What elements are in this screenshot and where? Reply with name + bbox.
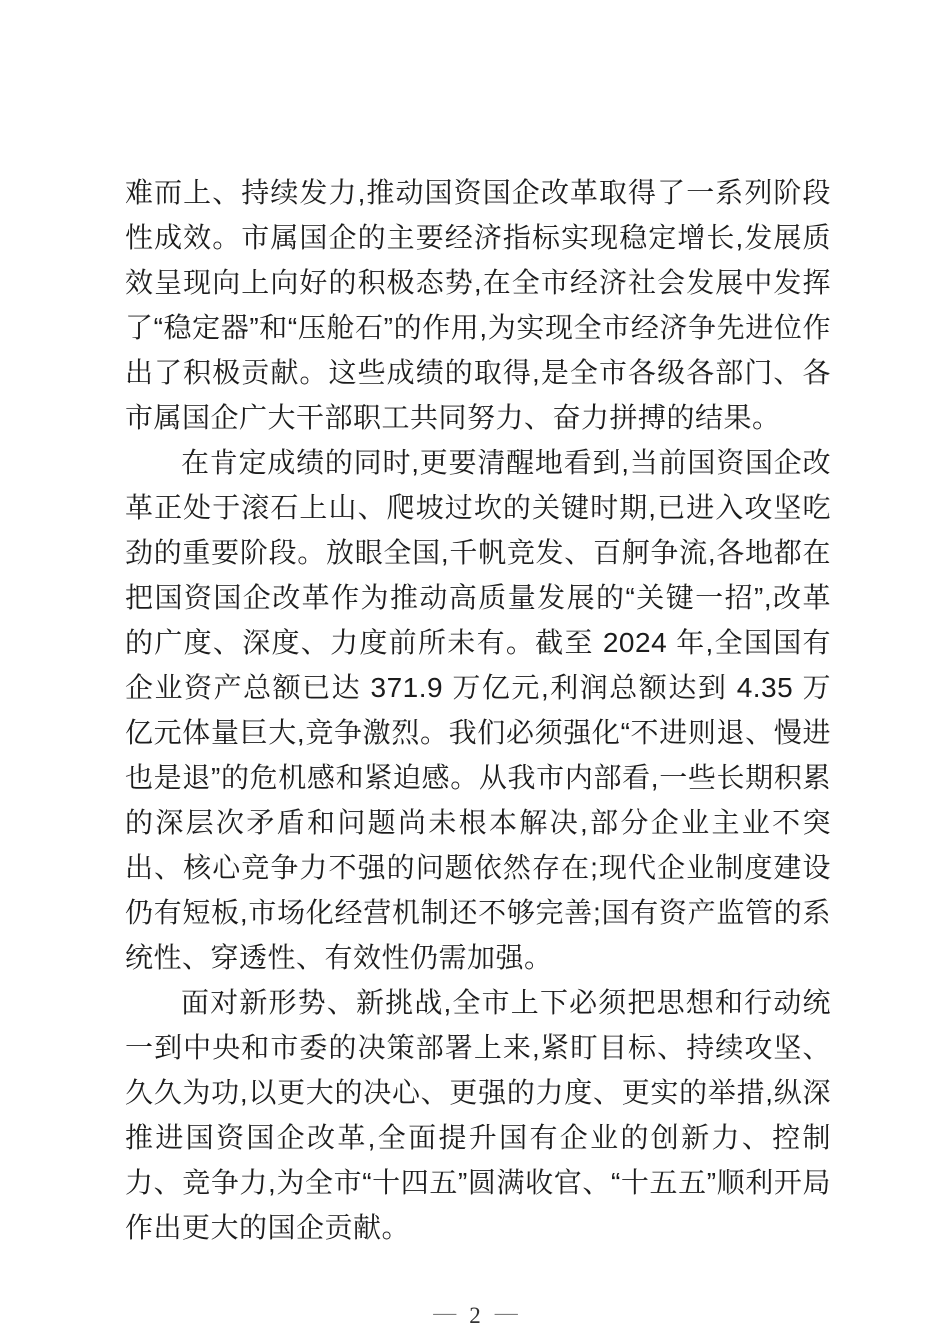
footer-dash-left: — xyxy=(433,1300,456,1325)
page-footer xyxy=(0,1300,950,1329)
page-number: 2 xyxy=(469,1303,481,1328)
document-body xyxy=(125,170,831,1250)
paragraph-3: 面对新形势、新挑战,全市上下必须把思想和行动统一到中央和市委的决策部署上来,紧盯目标、持续攻坚、久久为功,以更大的决心、更强的力度、更实的举措,纵深推进国资国企改革,全面提升国有企业的创新力、控制力、竞争力,为全市“十四五”圆满收官、“十五五”顺利开局作出更大的国企贡献。 xyxy=(125,987,831,1243)
paragraph-2: 在肯定成绩的同时,更要清醒地看到,当前国资国企改革正处于滚石上山、爬坡过坎的关键时期,已进入攻坚吃劲的重要阶段。放眼全国,千帆竞发、百舸争流,各地都在把国资国企改革作为推动高质量发展的“关键一招”,改革的广度、深度、力度前所未有。截至 2024 年,全国国有企业资产总额已达 371.9 万亿元,利润总额达到 4.35 万亿元体量巨大,竞争激烈。我们必须强化“不进则退、慢进也是退”的危机感和紧迫感。从我市内部看,一些长期积累的深层次矛盾和问题尚未根本解决,部分企业主业不突出、核心竞争力不强的问题依然存在;现代企业制度建设仍有短板,市场化经营机制还不够完善;国有资产监管的系统性、穿透性、有效性仍需加强。 xyxy=(125,447,831,973)
paragraph-1: 难而上、持续发力,推动国资国企改革取得了一系列阶段性成效。市属国企的主要经济指标实现稳定增长,发展质效呈现向上向好的积极态势,在全市经济社会发展中发挥了“稳定器”和“压舱石”的作用,为实现全市经济争先进位作出了积极贡献。这些成绩的取得,是全市各级各部门、各市属国企广大干部职工共同努力、奋力拼搏的结果。 xyxy=(125,177,831,433)
footer-dash-right: — xyxy=(494,1300,517,1325)
